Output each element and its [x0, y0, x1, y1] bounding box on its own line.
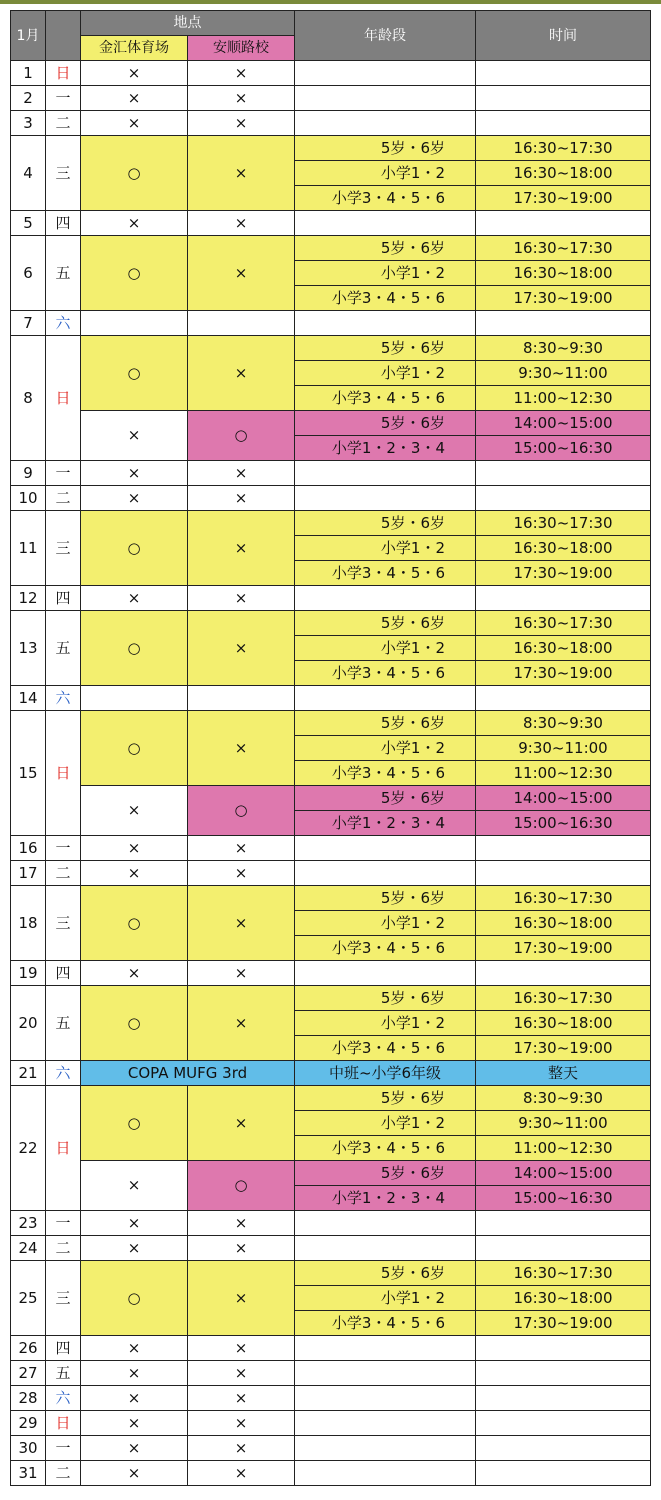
venue-a-status: ×	[81, 1211, 188, 1236]
venue-a-status: ○	[81, 886, 188, 961]
time-cell: 16:30~18:00	[476, 636, 651, 661]
venue-b-status: ×	[188, 586, 295, 611]
age-cell: 小学1・2	[295, 1111, 476, 1136]
table-row	[11, 1411, 651, 1436]
day-number: 6	[11, 236, 46, 311]
time-cell: 17:30~19:00	[476, 561, 651, 586]
weekday-label: 二	[46, 486, 81, 511]
table-row	[11, 1461, 651, 1486]
table-row	[11, 861, 651, 886]
venue-b-status: ×	[188, 711, 295, 786]
venue-b-status: ×	[188, 1261, 295, 1336]
venue-b-status: ×	[188, 1436, 295, 1461]
table-row	[11, 86, 651, 111]
age-cell	[295, 461, 476, 486]
time-cell: 16:30~17:30	[476, 136, 651, 161]
time-cell: 11:00~12:30	[476, 761, 651, 786]
venue-b-status: ×	[188, 61, 295, 86]
venue-a-status: ○	[81, 711, 188, 786]
age-cell: 小学1・2	[295, 361, 476, 386]
day-number: 18	[11, 886, 46, 961]
table-row	[11, 1086, 651, 1111]
venue-b-status: ×	[188, 1411, 295, 1436]
time-cell	[476, 1386, 651, 1411]
weekday-label: 六	[46, 1061, 81, 1086]
venue-a-status: ○	[81, 1261, 188, 1336]
venue-a-status: ×	[81, 1236, 188, 1261]
time-cell: 16:30~17:30	[476, 236, 651, 261]
event-name: COPA MUFG 3rd	[81, 1061, 295, 1086]
age-cell	[295, 1336, 476, 1361]
venue-b-header: 安顺路校	[188, 36, 295, 61]
age-cell: 5岁・6岁	[295, 411, 476, 436]
venue-a-status: ×	[81, 61, 188, 86]
venue-b-status: ×	[188, 461, 295, 486]
age-cell: 小学3・4・5・6	[295, 386, 476, 411]
weekday-label: 日	[46, 711, 81, 836]
age-cell: 小学1・2・3・4	[295, 811, 476, 836]
day-number: 26	[11, 1336, 46, 1361]
table-row	[11, 1061, 651, 1086]
weekday-label: 三	[46, 511, 81, 586]
table-row	[11, 486, 651, 511]
venue-b-status: ×	[188, 961, 295, 986]
weekday-label: 二	[46, 861, 81, 886]
age-cell: 小学3・4・5・6	[295, 286, 476, 311]
venue-a-status: ○	[81, 336, 188, 411]
weekday-label: 六	[46, 1386, 81, 1411]
time-cell	[476, 461, 651, 486]
venue-b-status: ×	[188, 486, 295, 511]
age-cell	[295, 961, 476, 986]
age-cell	[295, 1386, 476, 1411]
venue-b-status: ○	[188, 1161, 295, 1211]
day-number: 14	[11, 686, 46, 711]
time-cell: 17:30~19:00	[476, 661, 651, 686]
weekday-label: 一	[46, 86, 81, 111]
venue-a-status: ×	[81, 1361, 188, 1386]
weekday-label: 五	[46, 986, 81, 1061]
time-cell	[476, 586, 651, 611]
age-cell: 小学1・2	[295, 536, 476, 561]
venue-a-status: ×	[81, 961, 188, 986]
age-cell: 5岁・6岁	[295, 1261, 476, 1286]
table-row	[11, 586, 651, 611]
age-cell: 5岁・6岁	[295, 986, 476, 1011]
weekday-label: 四	[46, 1336, 81, 1361]
day-number: 7	[11, 311, 46, 336]
age-cell	[295, 86, 476, 111]
venue-a-status: ○	[81, 611, 188, 686]
table-row	[11, 1436, 651, 1461]
age-cell	[295, 1236, 476, 1261]
time-cell: 17:30~19:00	[476, 1036, 651, 1061]
age-cell: 小学1・2	[295, 261, 476, 286]
weekday-label: 六	[46, 311, 81, 336]
day-number: 23	[11, 1211, 46, 1236]
venue-a-header: 金汇体育场	[81, 36, 188, 61]
venue-b-status: ×	[188, 236, 295, 311]
table-row	[11, 1161, 651, 1186]
venue-a-status: ×	[81, 586, 188, 611]
venue-b-status: ×	[188, 886, 295, 961]
venue-a-status: ×	[81, 111, 188, 136]
time-cell	[476, 836, 651, 861]
day-number: 2	[11, 86, 46, 111]
weekday-label: 日	[46, 336, 81, 461]
time-cell: 11:00~12:30	[476, 386, 651, 411]
age-cell: 小学3・4・5・6	[295, 761, 476, 786]
weekday-label: 一	[46, 461, 81, 486]
table-row	[11, 786, 651, 811]
age-cell	[295, 1361, 476, 1386]
venue-a-status: ○	[81, 986, 188, 1061]
table-row	[11, 711, 651, 736]
time-cell: 16:30~17:30	[476, 611, 651, 636]
time-cell	[476, 1211, 651, 1236]
age-cell	[295, 1461, 476, 1486]
venue-a-status: ×	[81, 86, 188, 111]
weekday-label: 日	[46, 1411, 81, 1436]
day-number: 1	[11, 61, 46, 86]
age-cell: 小学1・2	[295, 636, 476, 661]
day-number: 24	[11, 1236, 46, 1261]
time-cell: 8:30~9:30	[476, 336, 651, 361]
day-number: 4	[11, 136, 46, 211]
time-cell: 16:30~17:30	[476, 986, 651, 1011]
top-accent-line	[0, 0, 661, 4]
time-cell: 8:30~9:30	[476, 1086, 651, 1111]
venue-b-status: ×	[188, 336, 295, 411]
day-number: 17	[11, 861, 46, 886]
age-cell: 小学3・4・5・6	[295, 936, 476, 961]
time-cell: 16:30~17:30	[476, 886, 651, 911]
time-cell	[476, 1361, 651, 1386]
day-number: 31	[11, 1461, 46, 1486]
time-cell: 17:30~19:00	[476, 286, 651, 311]
venue-b-status: ×	[188, 611, 295, 686]
venue-b-status: ×	[188, 836, 295, 861]
time-cell: 16:30~18:00	[476, 161, 651, 186]
table-row	[11, 511, 651, 536]
time-cell: 16:30~18:00	[476, 261, 651, 286]
age-cell	[295, 486, 476, 511]
venue-b-status: ×	[188, 1461, 295, 1486]
table-row	[11, 1336, 651, 1361]
time-cell: 17:30~19:00	[476, 936, 651, 961]
age-cell: 小学3・4・5・6	[295, 661, 476, 686]
venue-b-status: ×	[188, 986, 295, 1061]
time-cell	[476, 211, 651, 236]
age-cell: 小学1・2	[295, 736, 476, 761]
table-row	[11, 111, 651, 136]
time-cell	[476, 1236, 651, 1261]
age-cell	[295, 311, 476, 336]
venue-a-status: ○	[81, 511, 188, 586]
time-cell: 16:30~18:00	[476, 1286, 651, 1311]
venue-a-status: ×	[81, 1386, 188, 1411]
table-row	[11, 1261, 651, 1286]
time-cell	[476, 111, 651, 136]
venue-a-status	[81, 311, 188, 336]
age-cell: 5岁・6岁	[295, 336, 476, 361]
location-header: 地点	[81, 11, 295, 36]
age-cell: 5岁・6岁	[295, 711, 476, 736]
age-cell: 小学1・2	[295, 1011, 476, 1036]
day-number: 19	[11, 961, 46, 986]
time-cell: 16:30~17:30	[476, 511, 651, 536]
venue-b-status: ×	[188, 86, 295, 111]
age-cell: 5岁・6岁	[295, 1086, 476, 1111]
age-cell: 小学1・2	[295, 911, 476, 936]
time-cell: 16:30~18:00	[476, 1011, 651, 1036]
time-cell	[476, 1336, 651, 1361]
weekday-label: 一	[46, 836, 81, 861]
venue-b-status: ×	[188, 111, 295, 136]
time-cell	[476, 861, 651, 886]
venue-b-status: ○	[188, 786, 295, 836]
day-number: 28	[11, 1386, 46, 1411]
venue-a-status: ×	[81, 1411, 188, 1436]
weekday-label: 日	[46, 61, 81, 86]
time-cell: 9:30~11:00	[476, 361, 651, 386]
venue-b-status: ×	[188, 1336, 295, 1361]
day-number: 8	[11, 336, 46, 461]
weekday-header	[46, 11, 81, 61]
time-cell	[476, 961, 651, 986]
venue-a-status: ×	[81, 1461, 188, 1486]
time-cell	[476, 311, 651, 336]
table-row	[11, 336, 651, 361]
age-cell	[295, 61, 476, 86]
time-cell: 16:30~18:00	[476, 911, 651, 936]
age-group-header: 年龄段	[295, 11, 476, 61]
table-row	[11, 836, 651, 861]
age-cell: 5岁・6岁	[295, 511, 476, 536]
age-cell	[295, 686, 476, 711]
weekday-label: 三	[46, 886, 81, 961]
weekday-label: 四	[46, 586, 81, 611]
table-row	[11, 411, 651, 436]
table-row	[11, 461, 651, 486]
weekday-label: 四	[46, 211, 81, 236]
venue-a-status: ×	[81, 1436, 188, 1461]
schedule-table	[10, 10, 651, 1486]
venue-a-status: ×	[81, 486, 188, 511]
table-row	[11, 1236, 651, 1261]
venue-a-status: ○	[81, 1086, 188, 1161]
age-cell: 5岁・6岁	[295, 1161, 476, 1186]
time-cell: 17:30~19:00	[476, 1311, 651, 1336]
table-row	[11, 686, 651, 711]
weekday-label: 二	[46, 111, 81, 136]
age-cell	[295, 111, 476, 136]
table-row	[11, 61, 651, 86]
day-number: 16	[11, 836, 46, 861]
age-cell	[295, 211, 476, 236]
table-row	[11, 1211, 651, 1236]
day-number: 5	[11, 211, 46, 236]
venue-b-status: ×	[188, 211, 295, 236]
table-row	[11, 886, 651, 911]
weekday-label: 一	[46, 1211, 81, 1236]
age-cell: 小学3・4・5・6	[295, 1136, 476, 1161]
day-number: 25	[11, 1261, 46, 1336]
day-number: 15	[11, 711, 46, 836]
event-age: 中班~小学6年级	[295, 1061, 476, 1086]
time-cell: 15:00~16:30	[476, 436, 651, 461]
weekday-label: 三	[46, 1261, 81, 1336]
weekday-label: 日	[46, 1086, 81, 1211]
time-cell: 9:30~11:00	[476, 1111, 651, 1136]
day-number: 10	[11, 486, 46, 511]
age-cell	[295, 1211, 476, 1236]
age-cell	[295, 861, 476, 886]
month-header: 1月	[11, 11, 46, 61]
table-row	[11, 311, 651, 336]
time-cell: 15:00~16:30	[476, 811, 651, 836]
age-cell	[295, 1436, 476, 1461]
venue-a-status: ×	[81, 1161, 188, 1211]
age-cell: 小学3・4・5・6	[295, 1036, 476, 1061]
time-cell	[476, 86, 651, 111]
venue-b-status: ×	[188, 511, 295, 586]
venue-a-status: ○	[81, 236, 188, 311]
weekday-label: 二	[46, 1236, 81, 1261]
day-number: 22	[11, 1086, 46, 1211]
age-cell	[295, 836, 476, 861]
day-number: 13	[11, 611, 46, 686]
time-cell: 11:00~12:30	[476, 1136, 651, 1161]
venue-a-status: ×	[81, 411, 188, 461]
time-cell	[476, 1436, 651, 1461]
time-cell	[476, 1461, 651, 1486]
time-cell: 14:00~15:00	[476, 786, 651, 811]
age-cell: 5岁・6岁	[295, 236, 476, 261]
venue-a-status: ○	[81, 136, 188, 211]
venue-b-status: ○	[188, 411, 295, 461]
venue-b-status: ×	[188, 1386, 295, 1411]
time-cell	[476, 61, 651, 86]
weekday-label: 四	[46, 961, 81, 986]
venue-b-status: ×	[188, 1361, 295, 1386]
venue-b-status: ×	[188, 136, 295, 211]
venue-a-status: ×	[81, 786, 188, 836]
time-cell: 14:00~15:00	[476, 1161, 651, 1186]
venue-b-status: ×	[188, 1211, 295, 1236]
age-cell: 小学1・2・3・4	[295, 436, 476, 461]
age-cell	[295, 1411, 476, 1436]
venue-a-status: ×	[81, 211, 188, 236]
table-row	[11, 961, 651, 986]
age-cell: 小学3・4・5・6	[295, 186, 476, 211]
venue-b-status	[188, 686, 295, 711]
day-number: 3	[11, 111, 46, 136]
weekday-label: 六	[46, 686, 81, 711]
venue-a-status: ×	[81, 461, 188, 486]
weekday-label: 五	[46, 611, 81, 686]
time-cell: 8:30~9:30	[476, 711, 651, 736]
table-row	[11, 1386, 651, 1411]
weekday-label: 二	[46, 1461, 81, 1486]
age-cell: 小学1・2	[295, 161, 476, 186]
age-cell: 5岁・6岁	[295, 136, 476, 161]
day-number: 30	[11, 1436, 46, 1461]
day-number: 12	[11, 586, 46, 611]
table-row	[11, 236, 651, 261]
weekday-label: 五	[46, 1361, 81, 1386]
time-cell: 15:00~16:30	[476, 1186, 651, 1211]
day-number: 9	[11, 461, 46, 486]
time-cell: 9:30~11:00	[476, 736, 651, 761]
venue-a-status: ×	[81, 861, 188, 886]
time-cell	[476, 686, 651, 711]
age-cell: 小学3・4・5・6	[295, 561, 476, 586]
day-number: 29	[11, 1411, 46, 1436]
age-cell: 小学1・2・3・4	[295, 1186, 476, 1211]
age-cell: 5岁・6岁	[295, 611, 476, 636]
table-row	[11, 986, 651, 1011]
day-number: 27	[11, 1361, 46, 1386]
table-row	[11, 611, 651, 636]
time-cell: 16:30~17:30	[476, 1261, 651, 1286]
schedule-body	[11, 61, 651, 1486]
time-cell	[476, 486, 651, 511]
age-cell	[295, 586, 476, 611]
time-cell: 14:00~15:00	[476, 411, 651, 436]
venue-a-status	[81, 686, 188, 711]
age-cell: 小学1・2	[295, 1286, 476, 1311]
event-time: 整天	[476, 1061, 651, 1086]
venue-a-status: ×	[81, 836, 188, 861]
day-number: 21	[11, 1061, 46, 1086]
venue-b-status: ×	[188, 1236, 295, 1261]
venue-b-status: ×	[188, 1086, 295, 1161]
weekday-label: 三	[46, 136, 81, 211]
age-cell: 小学3・4・5・6	[295, 1311, 476, 1336]
time-cell	[476, 1411, 651, 1436]
venue-a-status: ×	[81, 1336, 188, 1361]
age-cell: 5岁・6岁	[295, 886, 476, 911]
venue-b-status: ×	[188, 861, 295, 886]
table-row	[11, 1361, 651, 1386]
table-row	[11, 136, 651, 161]
time-cell: 16:30~18:00	[476, 536, 651, 561]
day-number: 11	[11, 511, 46, 586]
venue-b-status	[188, 311, 295, 336]
weekday-label: 五	[46, 236, 81, 311]
day-number: 20	[11, 986, 46, 1061]
time-cell: 17:30~19:00	[476, 186, 651, 211]
age-cell: 5岁・6岁	[295, 786, 476, 811]
time-header: 时间	[476, 11, 651, 61]
weekday-label: 一	[46, 1436, 81, 1461]
table-row	[11, 211, 651, 236]
